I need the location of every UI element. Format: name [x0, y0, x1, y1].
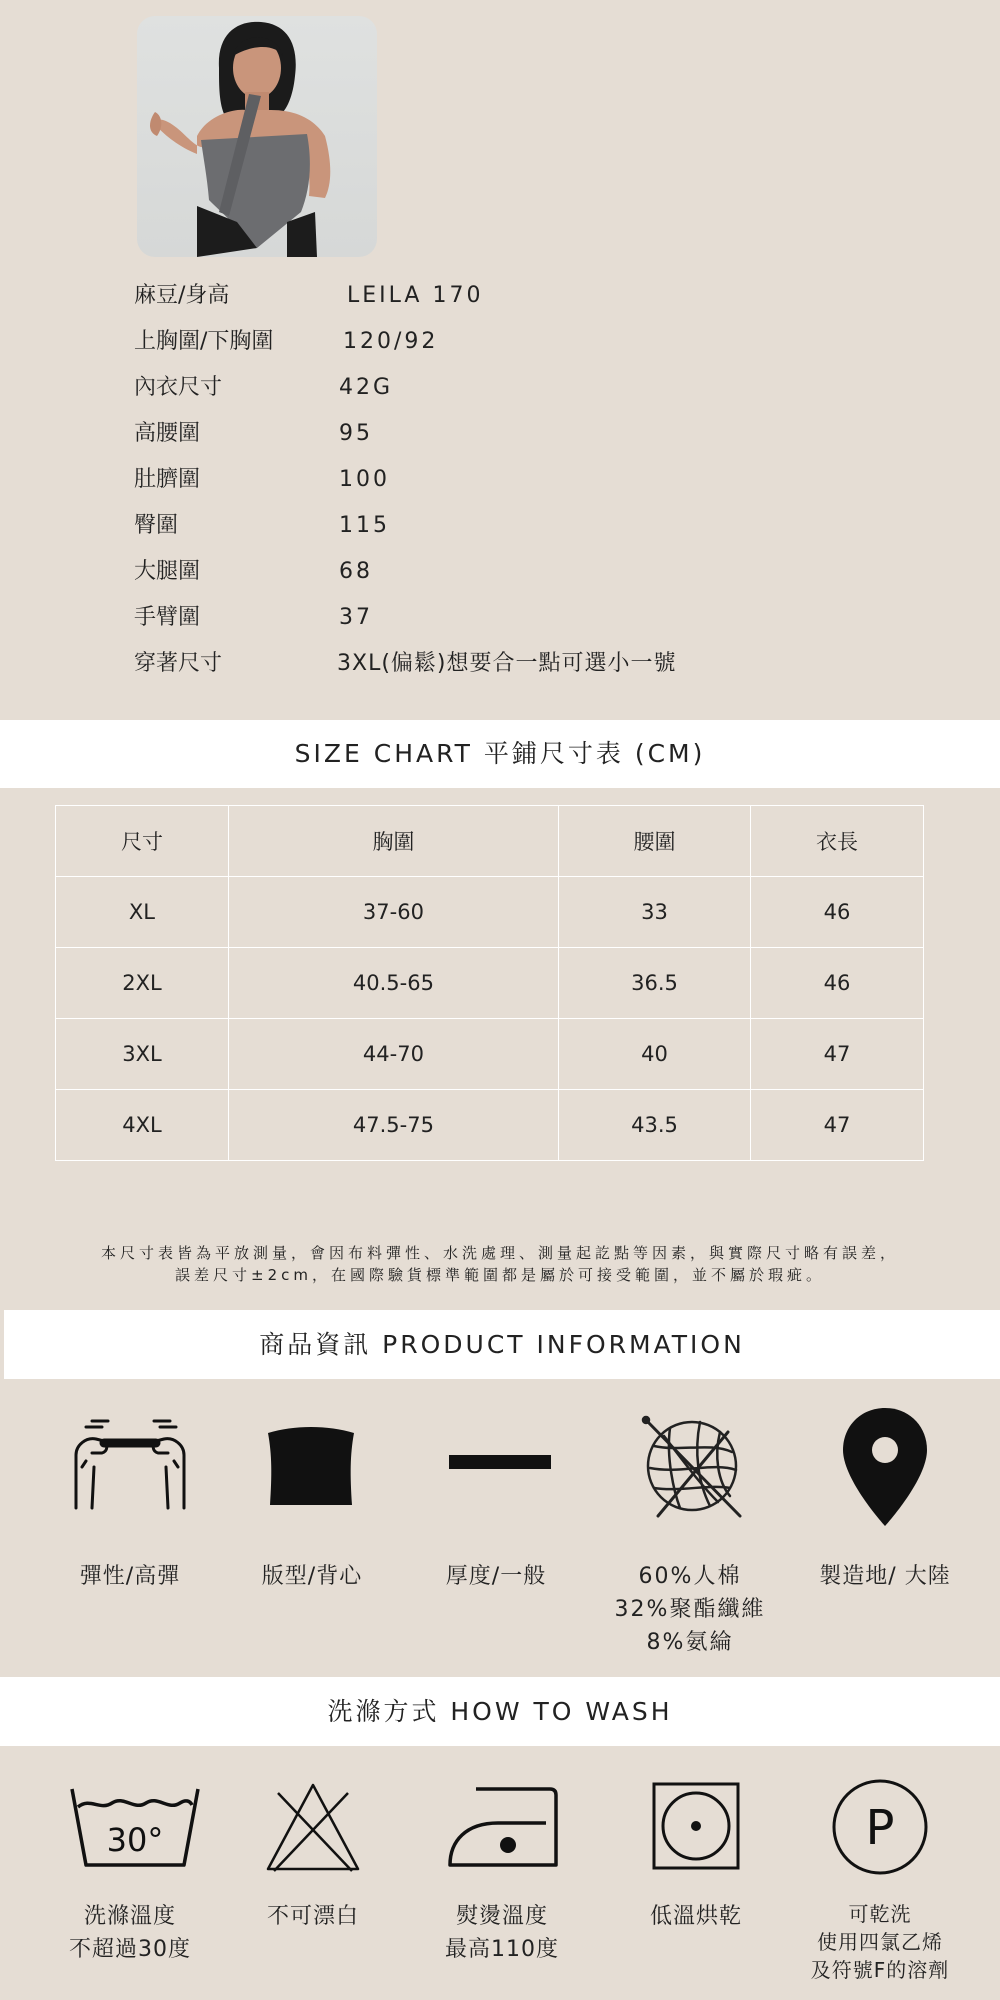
caption-line: 不可漂白	[266, 1904, 359, 1929]
stretch-icon	[70, 1415, 190, 1519]
no-bleach-icon	[266, 1783, 360, 1877]
caption-line: 可乾洗	[848, 1902, 912, 1926]
caption-line: 使用四氯乙烯	[817, 1930, 943, 1954]
table-cell: 4XL	[56, 1090, 229, 1161]
size-chart-table	[55, 805, 924, 1161]
table-cell: 40.5-65	[228, 948, 558, 1019]
spec-value: LEILA 170	[347, 283, 484, 308]
wash-title: 洗滌方式 HOW TO WASH	[0, 1677, 1000, 1746]
spec-value: 120/92	[343, 329, 439, 354]
caption-line: 製造地/ 大陸	[819, 1564, 951, 1589]
table-cell: 47	[751, 1090, 924, 1161]
table-row	[56, 948, 924, 1019]
spec-label: 穿著尺寸	[134, 651, 223, 676]
table-cell: 2XL	[56, 948, 229, 1019]
product-info-title: 商品資訊 PRODUCT INFORMATION	[4, 1310, 1000, 1379]
product-info-caption	[60, 1560, 200, 1593]
spec-label: 手臂圍	[134, 605, 201, 630]
table-row	[56, 1090, 924, 1161]
yarn-ball-icon	[640, 1412, 748, 1528]
dry-clean-symbol: P	[865, 1800, 895, 1856]
table-cell: 44-70	[228, 1019, 558, 1090]
spec-value: 95	[339, 421, 373, 446]
table-cell: 37-60	[228, 877, 558, 948]
caption-line: 8%氨綸	[646, 1630, 734, 1655]
wash-temp-symbol: 30°	[106, 1821, 164, 1859]
product-info-caption	[605, 1560, 775, 1659]
table-cell: 46	[751, 877, 924, 948]
caption-line: 厚度/一般	[445, 1564, 547, 1589]
dry-clean-p-icon	[831, 1778, 929, 1880]
table-header-cell: 胸圍	[228, 806, 558, 877]
caption-line: 60%人棉	[638, 1564, 742, 1589]
tube-top-icon	[264, 1425, 358, 1511]
spec-label: 大腿圍	[134, 559, 201, 584]
caption-line: 彈性/高彈	[79, 1564, 181, 1589]
size-chart-title: SIZE CHART 平鋪尺寸表 (CM)	[0, 720, 1000, 788]
caption-line: 低溫烘乾	[649, 1904, 742, 1929]
spec-value: 68	[339, 559, 373, 584]
table-row	[56, 1019, 924, 1090]
table-cell: 43.5	[558, 1090, 750, 1161]
table-header-row	[56, 806, 924, 877]
spec-value: 100	[339, 467, 390, 492]
size-note-line: 誤差尺寸±2cm，在國際驗貨標準範圍都是屬於可接受範圍，並不屬於瑕疵。	[175, 1266, 825, 1284]
table-cell: 40	[558, 1019, 750, 1090]
table-cell: 47	[751, 1019, 924, 1090]
table-header-cell: 腰圍	[558, 806, 750, 877]
spec-value: 115	[339, 513, 390, 538]
table-row	[56, 877, 924, 948]
table-cell: 36.5	[558, 948, 750, 1019]
model-photo	[137, 16, 377, 257]
spec-value: 42G	[339, 375, 394, 400]
caption-line: 及符號F的溶劑	[810, 1958, 950, 1982]
caption-line: 最高110度	[445, 1937, 559, 1962]
table-header-cell: 尺寸	[56, 806, 229, 877]
caption-line: 版型/背心	[261, 1564, 363, 1589]
caption-line: 不超過30度	[69, 1937, 191, 1962]
location-pin-icon	[843, 1408, 927, 1530]
spec-value: 3XL(偏鬆)想要合一點可選小一號	[337, 651, 677, 676]
wash-caption	[626, 1900, 766, 1933]
iron-icon	[446, 1785, 558, 1873]
product-info-caption	[800, 1560, 970, 1593]
product-info-caption	[426, 1560, 566, 1593]
product-info-caption	[242, 1560, 382, 1593]
thickness-icon	[449, 1454, 551, 1473]
table-cell: 46	[751, 948, 924, 1019]
spec-label: 麻豆/身高	[134, 283, 230, 308]
size-note-line: 本尺寸表皆為平放測量，會因布料彈性、水洗處理、測量起訖點等因素，與實際尺寸略有誤差，	[100, 1244, 899, 1262]
spec-value: 37	[339, 605, 373, 630]
wash-caption	[50, 1900, 210, 1966]
caption-line: 洗滌溫度	[83, 1904, 176, 1929]
caption-line: 熨燙溫度	[455, 1904, 548, 1929]
caption-line: 32%聚酯纖維	[614, 1597, 766, 1622]
table-header-cell: 衣長	[751, 806, 924, 877]
wash-caption	[243, 1900, 383, 1933]
wash-caption	[432, 1900, 572, 1966]
table-cell: 3XL	[56, 1019, 229, 1090]
table-cell: 47.5-75	[228, 1090, 558, 1161]
table-cell: XL	[56, 877, 229, 948]
spec-label: 內衣尺寸	[134, 375, 223, 400]
table-cell: 33	[558, 877, 750, 948]
tumble-dry-low-icon	[652, 1782, 740, 1874]
spec-label: 上胸圍/下胸圍	[134, 329, 274, 354]
size-note	[0, 1242, 1000, 1286]
wash-caption	[790, 1900, 970, 1984]
spec-label: 肚臍圍	[134, 467, 201, 492]
spec-label: 高腰圍	[134, 421, 201, 446]
spec-label: 臀圍	[134, 513, 179, 538]
wash-30-icon	[70, 1785, 200, 1873]
